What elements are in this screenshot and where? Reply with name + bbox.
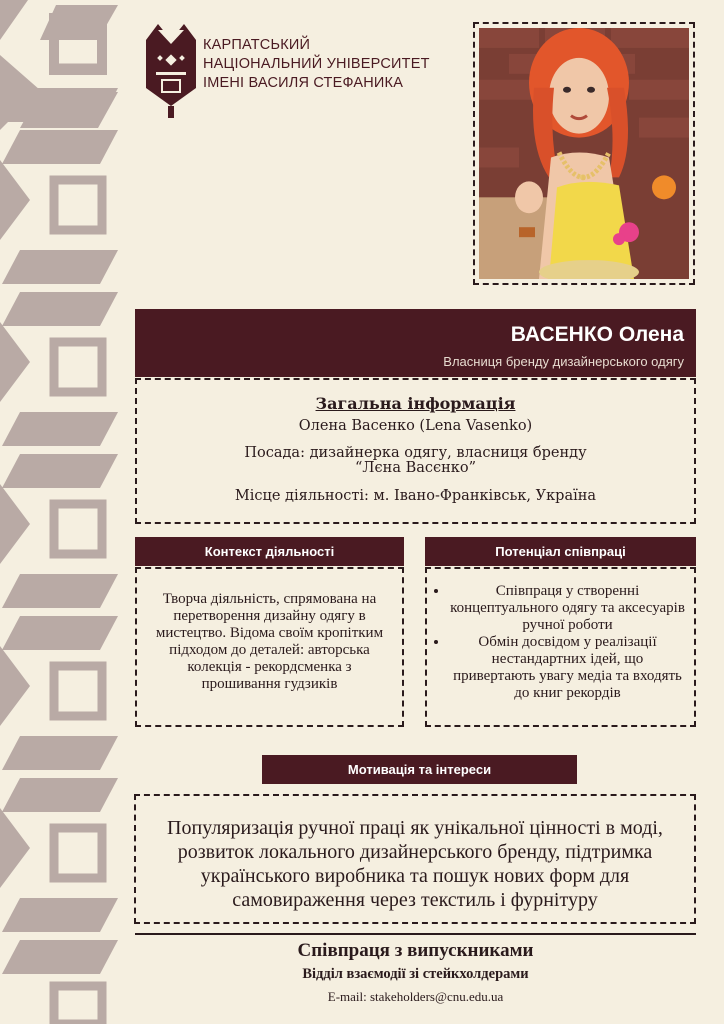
university-name xyxy=(203,36,430,93)
footer-email[interactable]: E-mail: stakeholders@cnu.edu.ua xyxy=(327,989,504,1004)
potential-item: • Співпраця у створенні концептуального одягу та аксесуарів ручної роботи xyxy=(449,583,686,634)
motivation-title-bar: Мотивація та інтереси xyxy=(262,755,577,784)
potential-title-bar: Потенціал співпраці xyxy=(425,537,696,566)
motivation-text: Популяризація ручної праці як унікальної цінності в моді, розвиток локального дизайнерського бренду, підтримка українського виробника та пошук нових форм для самовираження через текстиль і фурнітуру xyxy=(167,817,663,911)
person-name: ВАСЕНКО Олена xyxy=(510,323,684,346)
potential-list xyxy=(435,583,686,702)
footer-title: Співпраця з випускниками xyxy=(297,940,534,961)
name-banner xyxy=(135,309,696,377)
potential-item: • Обмін досвідом у реалізації нестандартних ідей, що привертають увагу медіа та входять до книг рекордів xyxy=(449,634,686,702)
location: Місце діяльності: м. Івано-Франківськ, Україна xyxy=(234,488,597,504)
context-title-bar: Контекст діяльності xyxy=(135,537,404,566)
university-name-line-2: НАЦІОНАЛЬНИЙ УНІВЕРСИТЕТ xyxy=(203,56,430,72)
university-name-line-3: ІМЕНІ ВАСИЛЯ СТЕФАНИКА xyxy=(203,75,404,91)
motivation-box xyxy=(134,794,696,924)
potential-box xyxy=(425,567,696,727)
context-box xyxy=(135,567,404,727)
university-emblem-icon xyxy=(146,22,196,118)
person-role: Власниця бренду дизайнерського одягу xyxy=(443,354,684,369)
full-name: Олена Васенко (Lena Vasenko) xyxy=(298,418,533,434)
general-info-heading: Загальна інформація xyxy=(315,394,516,413)
portrait-photo xyxy=(473,22,695,285)
university-name-line-1: КАРПАТСЬКИЙ xyxy=(203,37,311,53)
footer-department: Відділ взаємодії зі стейкхолдерами xyxy=(302,966,529,982)
footer-divider xyxy=(135,933,696,935)
position-line-2: “Лєна Васєнко” xyxy=(355,460,476,476)
general-info-box xyxy=(135,378,696,524)
ornament-pattern xyxy=(0,0,120,1024)
position-line-1: Посада: дизайнерка одягу, власниця бренду xyxy=(244,445,587,461)
context-text: Творча діяльність, спрямована на перетворення дизайну одягу в мистецтво. Відома своїм кропітким підходом до деталей: авторська колекція - рекордсменка з прошивання гудзиків xyxy=(155,591,384,692)
